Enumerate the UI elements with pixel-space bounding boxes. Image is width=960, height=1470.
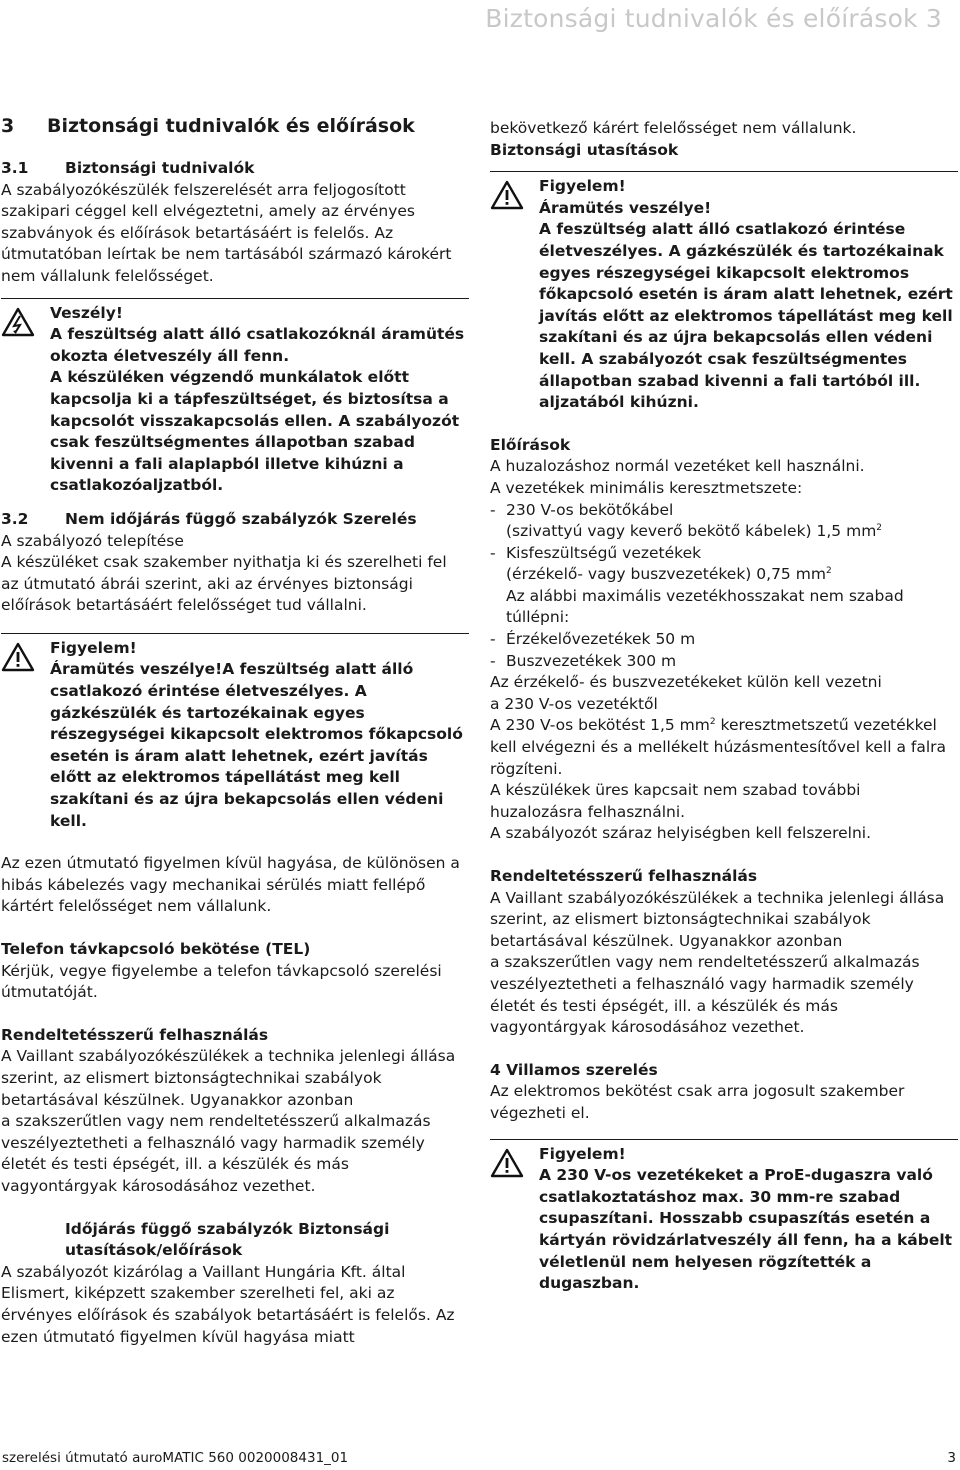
intended-use-heading: Rendeltetésszerű felhasználás	[1, 1025, 269, 1044]
intended-use-text-2: a szakszerűtlen vagy nem rendeltetésszerű alkalmazás veszélyeztetheti a felhasználó vagy harmadik személy életét és testi épségét, ill. a készülék és más vagyontárgyak károsodásához vezethet.	[1, 1112, 431, 1195]
cable-list	[490, 500, 958, 586]
list-item	[490, 500, 958, 543]
intended-use-heading: Rendeltetésszerű felhasználás	[490, 867, 758, 885]
intended-use-text-1: A Vaillant szabályozókészülékek a technika jelenlegi állása szerint, az elismert biztonságtechnikai szabályok betartásával készülnek. Ugyanakkor azonban	[1, 1047, 456, 1109]
length-list	[490, 629, 958, 672]
section-3-1-text: A szabályozókészülék felszerelését arra feljogosított szakipari céggel kell elvégeztetni, amely az érvényes szabványok és előírások betartásáért is felelős. Az útmutatóban leírtak be nem tartásából származó károkért nem vállalunk felelősséget.	[1, 180, 452, 285]
section-4-text: Az elektromos bekötést csak arra jogosult szakember végezheti el.	[490, 1082, 905, 1122]
warning-title: Figyelem!	[539, 177, 626, 196]
chapter-title-text: Biztonsági tudnivalók és előírások	[47, 115, 415, 137]
regulations-text-1: A huzalozáshoz normál vezetéket kell használni.	[490, 457, 865, 476]
telephone-heading: Telefon távkapcsoló bekötése (TEL)	[1, 940, 311, 958]
regulations-heading: Előírások	[490, 435, 571, 454]
connection-text	[490, 715, 958, 780]
max-length-text: Az alábbi maximális vezetékhosszakat nem szabad túllépni:	[506, 586, 904, 627]
electric-hazard-icon	[1, 307, 35, 337]
chapter-title	[1, 114, 469, 138]
warning-text: A feszültség alatt álló csatlakozó érintése életveszélyes. A gázkészülék és tartozékainak egyes részegységei kikapcsolt elektromos főkapcsoló esetén is áram alatt lehetnek, ezért javítás előtt az elektromos tápellátást meg kell szakítani és az újra bekapcsolás ellen védeni kell. A szabályozót csak feszültségmentes állapotban szabad kivenni a fali tartóból ill. aljzatából kihúzni.	[539, 220, 953, 412]
danger-line-2: A készüléken végzendő munkálatok előtt kapcsolja ki a tápfeszültséget, és biztosítsa a kapcsolót visszakapcsolás ellen. A szabályozót csak feszültségmentes állapotban szabad kivenni a fali alaplapból illetve kihúzni a csatlakozóaljzatból.	[50, 368, 460, 495]
warning-title: Figyelem!	[50, 638, 137, 657]
section-title: Biztonsági tudnivalók	[65, 159, 255, 177]
intended-use-text-2: a szakszerűtlen vagy nem rendeltetésszerű alkalmazás veszélyeztetheti a felhasználó vagy harmadik személy életét és testi épségét, ill. a készülék és más vagyontárgyak károsodásához vezethet.	[490, 953, 920, 1037]
warning-icon	[490, 180, 524, 210]
dry-room-text: A szabályozót száraz helyiségben kell felszerelni.	[490, 824, 872, 843]
warning-icon	[1, 642, 35, 672]
superscript: 2	[825, 566, 832, 577]
safety-instructions-heading: Biztonsági utasítások	[490, 140, 679, 159]
section-3-1-heading	[1, 158, 469, 180]
section-3-2-heading	[1, 509, 469, 531]
section-3-3-text: A szabályozót kizárólag a Vaillant Hungária Kft. által Elismert, kiképzett szakember szerelheti fel, aki az érvényes előírások és szabályok betartásáért is felelős. Az ezen útmutató figyelmen kívül hagyása miatt	[1, 1262, 455, 1346]
section-3-2-text: A készüléket csak szakember nyithatja ki és szerelheti fel az útmutató ábrái szerint, aki az érvényes biztonsági előírások betartásáért felelősséget tud vállalni.	[1, 553, 447, 615]
warning-notice-2	[490, 171, 958, 414]
superscript: 2	[876, 522, 883, 533]
warning-icon	[490, 1148, 524, 1178]
right-column	[490, 118, 958, 1295]
running-header: Biztonsági tudnivalók és előírások 3	[485, 4, 942, 33]
separation-text-2: a 230 V-os vezetéktől	[490, 694, 658, 713]
section-number: 3.2	[1, 509, 29, 528]
list-item	[490, 543, 958, 586]
connection-text-b: keresztmetszetű vezetékkel kell elvégezni és a mellékelt húzásmentesítővel kell a falra rögzíteni.	[490, 716, 947, 778]
section-4-heading: 4 Villamos szerelés	[490, 1060, 658, 1079]
danger-line-1: A feszültség alatt álló csatlakozóknál áramütés okozta életveszély áll fenn.	[50, 325, 465, 365]
danger-title: Veszély!	[50, 303, 123, 322]
warning-title: Figyelem!	[539, 1144, 626, 1163]
warning-notice-3	[490, 1139, 958, 1295]
list-item-text: Kisfeszültségű vezetékek	[506, 543, 702, 562]
left-column	[1, 114, 469, 1348]
section-3-2-subtitle: A szabályozó telepítése	[1, 531, 184, 550]
continued-text: bekövetkező kárért felelősséget nem vállalunk.	[490, 119, 857, 137]
footer-document-id: szerelési útmutató auroMATIC 560 0020008431_01	[2, 1450, 349, 1466]
regulations-text-2: A vezetékek minimális keresztmetszete:	[490, 478, 803, 497]
warning-subtitle: Áramütés veszélye!	[539, 198, 712, 217]
section-3-3-heading	[1, 1219, 469, 1262]
warning-notice-1	[1, 633, 469, 832]
liability-text: Az ezen útmutató figyelmen kívül hagyása, de különösen a hibás kábelezés vagy mechanikai sérülés miatt fellépő kártért felelősséget nem vállalunk.	[1, 854, 460, 916]
page-number: 3	[947, 1450, 956, 1466]
section-title: Időjárás függő szabályzók Biztonsági utasítások/előírások	[65, 1219, 390, 1260]
list-item: - Buszvezetékek 300 m	[490, 651, 958, 673]
section-title: Nem időjárás függő szabályzók Szerelés	[65, 509, 417, 528]
section-number: 3.1	[1, 159, 29, 177]
superscript: 2	[709, 717, 716, 728]
list-item-text: 230 V-os bekötőkábel	[506, 500, 674, 519]
list-item-detail: (szivattyú vagy keverő bekötő kábelek) 1,5 mm	[506, 522, 877, 541]
connection-text-a: A 230 V-os bekötést 1,5 mm	[490, 716, 710, 735]
warning-text: A 230 V-os vezetékeket a ProE-dugaszra való csatlakoztatáshoz max. 30 mm-re szabad csupaszítani. Hosszabb csupaszítás esetén a kártyán rövidzárlatveszély áll fenn, ha a kábelt véletlenül nem helyesen rögzítették a dugaszban.	[539, 1166, 953, 1293]
separation-text-1: Az érzékelő- és buszvezetékeket külön kell vezetni	[490, 673, 882, 692]
chapter-number: 3	[1, 115, 15, 137]
danger-notice	[1, 298, 469, 497]
section-number	[1, 1219, 65, 1241]
list-item: - Érzékelővezetékek 50 m	[490, 629, 958, 651]
list-item-detail: (érzékelő- vagy buszvezetékek) 0,75 mm	[506, 565, 826, 584]
telephone-text: Kérjük, vegye figyelembe a telefon távkapcsoló szerelési útmutatóját.	[1, 961, 442, 1002]
warning-text: Áramütés veszélye!A feszültség alatt álló csatlakozó érintése életveszélyes. A gázkészülék és tartozékainak egyes részegységei kikapcsolt elektromos főkapcsoló esetén is áram alatt lehetnek, ezért javítás előtt az elektromos tápellátást meg kell szakítani és az újra bekapcsolás ellen védeni kell.	[50, 660, 463, 830]
intended-use-text-1: A Vaillant szabályozókészülékek a technika jelenlegi állása szerint, az elismert biztonságtechnikai szabályok betartásával készülnek. Ugyanakkor azonban	[490, 888, 945, 950]
empty-terminals-text: A készülékek üres kapcsait nem szabad további huzalozásra felhasználni.	[490, 781, 861, 821]
